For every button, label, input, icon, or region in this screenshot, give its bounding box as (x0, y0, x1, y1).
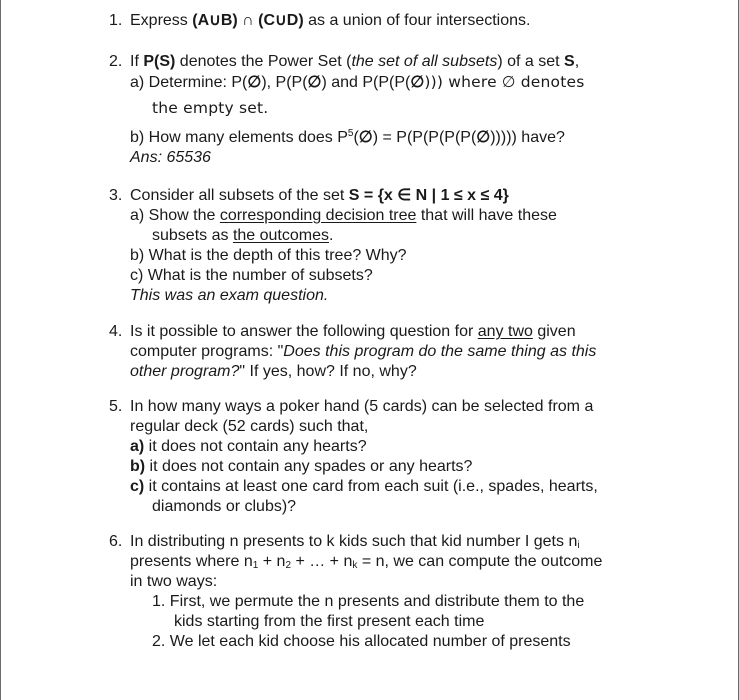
question-text: If P(S) denotes the Power Set (the set of all subsets) of a set S, (130, 53, 580, 70)
list-item-2: 2. We let each kid choose his allocated number of presents (152, 633, 571, 650)
note: This was an exam question. (130, 287, 329, 304)
question-text: Is it possible to answer the following question for any two given (130, 323, 576, 340)
question-number: 4. (109, 323, 123, 340)
question-text-line-2: regular deck (52 cards) such that, (130, 418, 369, 435)
question-number: 3. (109, 187, 123, 204)
question-number: 2. (109, 53, 123, 70)
part-c: c) it contains at least one card from each suit (i.e., spades, hearts, (130, 478, 598, 495)
question-number: 1. (109, 12, 123, 29)
question-text-line-2: presents where $n_1 + n_2$ + … + $n_k = n$, we can compute the outcome (130, 553, 603, 571)
question-text: In distributing n presents to k kids such that kid number I gets $n_i$ (130, 533, 580, 551)
list-item-1-continued: kids starting from the first present each time (174, 613, 485, 630)
answer: Ans: 65536 (130, 149, 211, 166)
question-text-line-2: computer programs: "Does this program do the same thing as this (130, 343, 597, 360)
list-item-1: 1. First, we permute the n presents and distribute them to the (152, 593, 585, 610)
question-text: In how many ways a poker hand (5 cards) can be selected from a (130, 398, 594, 415)
part-b: b) How many elements does $P^5(\emptyset)$ = P(P(P(P(P(∅))))) have? (130, 128, 565, 146)
part-c: c) What is the number of subsets? (130, 267, 373, 284)
part-a: a) Show the corresponding decision tree that will have these (130, 207, 557, 224)
part-b: b) it does not contain any spades or any hearts? (130, 458, 473, 475)
part-a-continued: subsets as the outcomes. (152, 227, 334, 244)
question-text: Consider all subsets of the set S = {x ∈ N | 1 ≤ x ≤ 4} (130, 187, 509, 204)
part-a-continued: the empty set. (152, 99, 269, 117)
part-c-continued: diamonds or clubs)? (152, 498, 297, 515)
question-text-line-3: other program?" If yes, how? If no, why? (130, 363, 417, 380)
question-number: 5. (109, 398, 123, 415)
part-a: a) it does not contain any hearts? (130, 438, 367, 455)
question-number: 6. (109, 533, 123, 550)
question-text: Express (A∪B) ∩ (C∪D) as a union of four intersections. (130, 12, 531, 29)
part-b: b) What is the depth of this tree? Why? (130, 247, 407, 264)
part-a: a) Determine: P(∅), P(P(∅) and P(P(P(∅))) where ∅ denotes (130, 73, 585, 91)
question-text-line-3: in two ways: (130, 573, 218, 590)
